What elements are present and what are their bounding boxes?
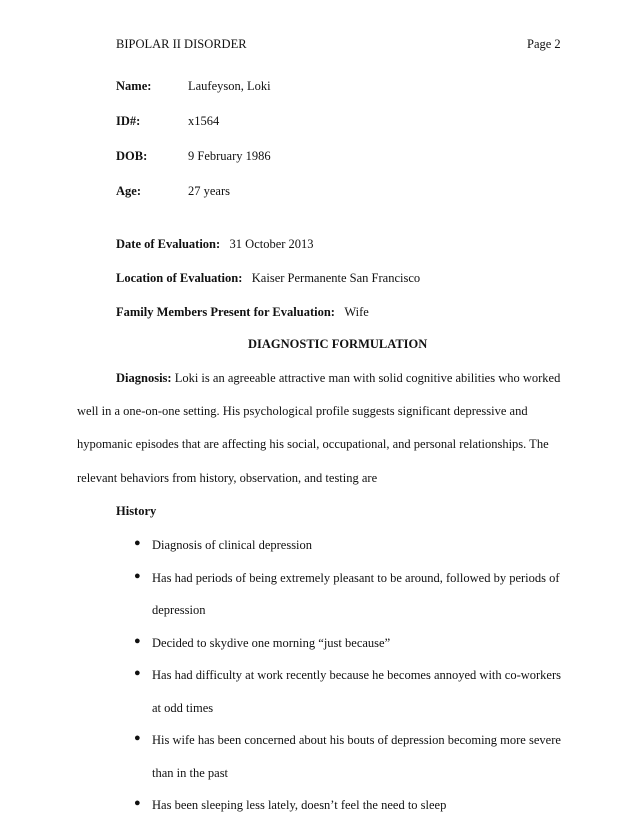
age-value: 27 years [188, 184, 230, 198]
section-title: DIAGNOSTIC FORMULATION [248, 337, 428, 351]
family-members-line [116, 305, 369, 320]
evaluation-date-label: Date of Evaluation: [116, 237, 221, 251]
id-label: ID#: [116, 114, 141, 128]
bullet-icon: ● [134, 569, 141, 582]
evaluation-location-value: Kaiser Permanente San Francisco [251, 271, 421, 285]
evaluation-date-line [116, 237, 314, 252]
history-heading: History [116, 504, 157, 518]
name-label: Name: [116, 79, 152, 93]
bullet-icon: ● [134, 732, 141, 744]
history-item-line: at odd times [152, 700, 214, 715]
bullet-icon: ● [134, 537, 141, 549]
history-item-line: Decided to skydive one morning “just because” [152, 635, 391, 650]
diagnosis-line-1 [116, 371, 560, 386]
running-title: BIPOLAR II DISORDER [116, 37, 247, 51]
diagnosis-line-2: well in a one-on-one setting. His psychological profile suggests significant depressive and [77, 404, 528, 418]
id-value: x1564 [188, 114, 220, 128]
diagnosis-line-3: hypomanic episodes that are affecting his social, occupational, and personal relationships. The [77, 437, 549, 451]
history-item-line: than in the past [152, 765, 229, 780]
history-item-line: Has been sleeping less lately, doesn’t feel the need to sleep [152, 798, 447, 812]
family-members-label: Family Members Present for Evaluation: [116, 305, 335, 319]
page-number: Page 2 [527, 37, 561, 51]
bullet-icon: ● [134, 797, 141, 809]
evaluation-location-label: Location of Evaluation: [116, 271, 243, 285]
evaluation-location-line [116, 271, 420, 286]
dob-label: DOB: [116, 149, 148, 163]
history-item-line: Diagnosis of clinical depression [152, 538, 313, 552]
diagnosis-text-1: Loki is an agreeable attractive man with solid cognitive abilities who worked [174, 371, 561, 385]
diagnosis-line-4: relevant behaviors from history, observation, and testing are [77, 471, 378, 485]
age-label: Age: [116, 184, 141, 198]
history-item-line: Has had difficulty at work recently because he becomes annoyed with co-workers [152, 668, 561, 682]
family-members-value: Wife [344, 305, 369, 319]
diagnosis-label: Diagnosis: [116, 371, 172, 385]
bullet-icon: ● [134, 634, 141, 647]
history-item-line: Has had periods of being extremely pleasant to be around, followed by periods of [152, 570, 560, 585]
history-item-line: His wife has been concerned about his bouts of depression becoming more severe [152, 733, 561, 747]
history-item-line: depression [152, 603, 206, 617]
evaluation-date-value: 31 October 2013 [229, 237, 314, 251]
name-value: Laufeyson, Loki [188, 79, 271, 93]
dob-value: 9 February 1986 [188, 149, 271, 163]
bullet-icon: ● [134, 667, 141, 679]
